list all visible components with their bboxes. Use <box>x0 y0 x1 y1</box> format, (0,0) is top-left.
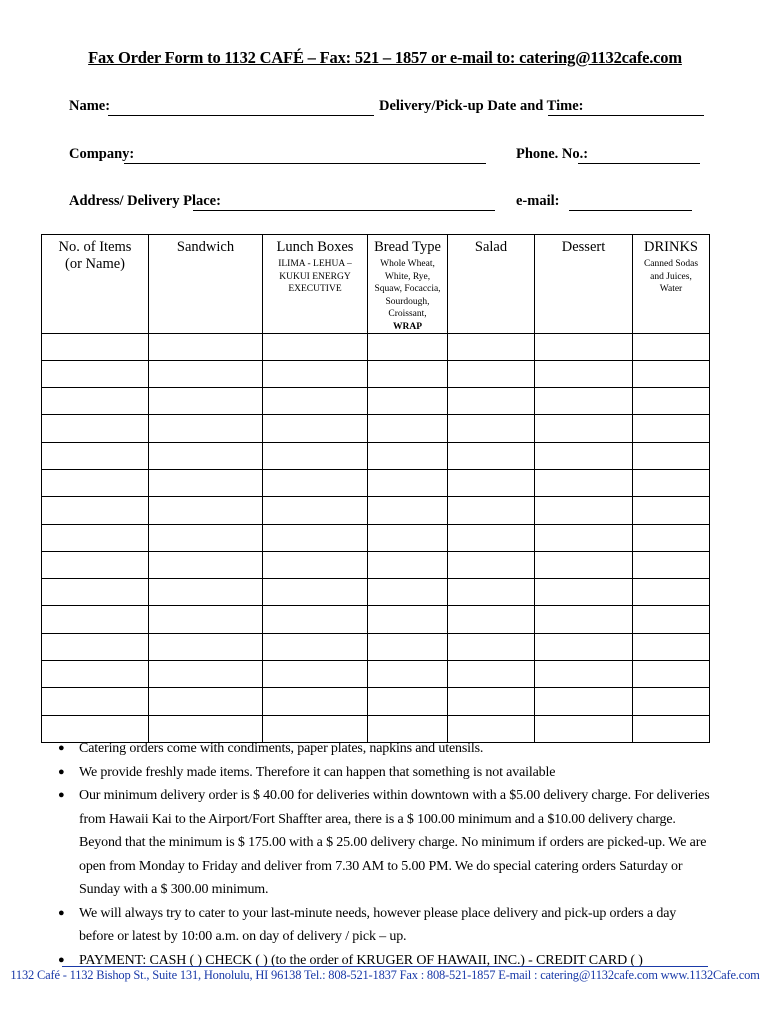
order-cell[interactable] <box>535 688 633 715</box>
col-header-bread-type: Bread Type Whole Wheat, White, Rye, Squaw, Focaccia, Sourdough, Croissant, WRAP <box>368 235 448 334</box>
footer-contact: 1132 Café - 1132 Bishop St., Suite 131, Honolulu, HI 96138 Tel.: 808-521-1837 Fax : 808-521-1857 E-mail : catering@1132cafe.com www.1132Cafe.com <box>10 968 760 982</box>
order-cell[interactable] <box>368 688 448 715</box>
table-row <box>42 579 710 606</box>
order-cell[interactable] <box>448 551 535 578</box>
order-cell[interactable] <box>263 333 368 360</box>
order-cell[interactable] <box>633 469 710 496</box>
order-cell[interactable] <box>149 360 263 387</box>
order-cell[interactable] <box>42 633 149 660</box>
order-cell[interactable] <box>535 579 633 606</box>
order-cell[interactable] <box>535 661 633 688</box>
order-cell[interactable] <box>368 388 448 415</box>
order-cell[interactable] <box>149 524 263 551</box>
order-cell[interactable] <box>149 497 263 524</box>
order-cell[interactable] <box>368 415 448 442</box>
order-cell[interactable] <box>263 442 368 469</box>
order-cell[interactable] <box>149 442 263 469</box>
order-cell[interactable] <box>263 497 368 524</box>
order-cell[interactable] <box>633 551 710 578</box>
list-item: ● Our minimum delivery order is $ 40.00 for deliveries within downtown with a $5.00 delivery charge. For deliveries from Hawaii Kai to the Airport/Fort Shaffter area, there is a $ 100.00 minimum and a $10.00 delivery charge. Beyond that the minimum is $ 175.00 with a $ 25.00 delivery charge. No minimum if orders are picked-up. We are open from Monday to Friday and deliver from 7.30 AM to 5.00 PM. We do special catering orders Saturday or Sunday with a $ 300.00 minimum. <box>50 784 712 902</box>
table-row <box>42 415 710 442</box>
company-label: Company: <box>69 146 135 162</box>
bullet-icon: ● <box>58 953 65 966</box>
order-cell[interactable] <box>263 579 368 606</box>
footer-divider <box>62 966 708 967</box>
order-cell[interactable] <box>448 333 535 360</box>
order-cell[interactable] <box>368 551 448 578</box>
order-cell[interactable] <box>42 661 149 688</box>
order-cell[interactable] <box>42 579 149 606</box>
order-cell[interactable] <box>42 551 149 578</box>
order-cell[interactable] <box>633 388 710 415</box>
order-cell[interactable] <box>368 633 448 660</box>
email-field[interactable] <box>569 210 692 211</box>
order-cell[interactable] <box>535 551 633 578</box>
order-cell[interactable] <box>149 606 263 633</box>
col-header-salad: Salad <box>448 235 535 334</box>
order-cell[interactable] <box>263 633 368 660</box>
order-cell[interactable] <box>42 469 149 496</box>
order-cell[interactable] <box>42 606 149 633</box>
table-row <box>42 360 710 387</box>
order-cell[interactable] <box>263 606 368 633</box>
table-row <box>42 661 710 688</box>
table-row <box>42 688 710 715</box>
order-cell[interactable] <box>633 524 710 551</box>
order-cell[interactable] <box>633 497 710 524</box>
table-row <box>42 442 710 469</box>
order-cell[interactable] <box>368 497 448 524</box>
order-cell[interactable] <box>448 633 535 660</box>
order-cell[interactable] <box>149 333 263 360</box>
order-cell[interactable] <box>633 688 710 715</box>
table-row <box>42 551 710 578</box>
order-cell[interactable] <box>448 688 535 715</box>
order-cell[interactable] <box>448 579 535 606</box>
order-cell[interactable] <box>368 579 448 606</box>
order-cell[interactable] <box>448 606 535 633</box>
order-cell[interactable] <box>149 688 263 715</box>
table-row <box>42 524 710 551</box>
col-header-items: No. of Items (or Name) <box>42 235 149 334</box>
order-cell[interactable] <box>368 524 448 551</box>
order-cell[interactable] <box>448 388 535 415</box>
table-header-row <box>42 235 710 334</box>
order-cell[interactable] <box>368 442 448 469</box>
table-row <box>42 497 710 524</box>
bullet-icon: ● <box>58 906 65 919</box>
order-cell[interactable] <box>633 633 710 660</box>
bullet-icon: ● <box>58 765 65 778</box>
order-cell[interactable] <box>42 688 149 715</box>
phone-field[interactable] <box>578 163 700 164</box>
order-cell[interactable] <box>149 661 263 688</box>
col-header-sandwich: Sandwich <box>149 235 263 334</box>
bullet-icon: ● <box>58 742 65 754</box>
col-header-dessert: Dessert <box>535 235 633 334</box>
order-cell[interactable] <box>633 333 710 360</box>
order-cell[interactable] <box>42 524 149 551</box>
order-cell[interactable] <box>535 442 633 469</box>
order-cell[interactable] <box>633 442 710 469</box>
order-cell[interactable] <box>368 333 448 360</box>
order-cell[interactable] <box>633 415 710 442</box>
list-item: ● We provide freshly made items. Therefore it can happen that something is not available <box>50 761 712 785</box>
table-row <box>42 469 710 496</box>
list-item: ● PAYMENT: CASH ( ) CHECK ( ) (to the order of KRUGER OF HAWAII, INC.) - CREDIT CARD ( ) <box>50 949 712 973</box>
order-cell[interactable] <box>448 442 535 469</box>
order-cell[interactable] <box>535 360 633 387</box>
order-cell[interactable] <box>263 688 368 715</box>
order-cell[interactable] <box>42 442 149 469</box>
delivery-date-field[interactable] <box>548 115 704 116</box>
order-cell[interactable] <box>368 606 448 633</box>
order-cell[interactable] <box>42 333 149 360</box>
order-cell[interactable] <box>263 524 368 551</box>
order-cell[interactable] <box>368 469 448 496</box>
order-cell[interactable] <box>263 661 368 688</box>
order-cell[interactable] <box>535 469 633 496</box>
order-cell[interactable] <box>448 524 535 551</box>
order-cell[interactable] <box>149 551 263 578</box>
order-cell[interactable] <box>448 661 535 688</box>
list-item: ● Catering orders come with condiments, paper plates, napkins and utensils. <box>50 737 712 761</box>
order-cell[interactable] <box>42 415 149 442</box>
delivery-date-label: Delivery/Pick-up Date and Time: <box>379 98 584 114</box>
order-cell[interactable] <box>448 497 535 524</box>
order-cell[interactable] <box>633 579 710 606</box>
order-cell[interactable] <box>149 388 263 415</box>
address-field[interactable] <box>193 210 495 211</box>
order-cell[interactable] <box>263 469 368 496</box>
order-cell[interactable] <box>633 360 710 387</box>
order-cell[interactable] <box>263 388 368 415</box>
order-cell[interactable] <box>633 606 710 633</box>
table-row <box>42 388 710 415</box>
order-cell[interactable] <box>448 415 535 442</box>
order-cell[interactable] <box>535 497 633 524</box>
order-cell[interactable] <box>42 497 149 524</box>
email-label: e-mail: <box>516 193 560 209</box>
list-item: ● We will always try to cater to your last-minute needs, however please place delivery and pick-up orders a day before or latest by 10:00 a.m. on day of delivery / pick – up. <box>50 902 712 949</box>
order-cell[interactable] <box>149 579 263 606</box>
order-cell[interactable] <box>263 415 368 442</box>
order-cell[interactable] <box>149 469 263 496</box>
table-row <box>42 606 710 633</box>
form-title: Fax Order Form to 1132 CAFÉ – Fax: 521 – 1857 or e-mail to: catering@1132cafe.com <box>88 48 682 67</box>
order-cell[interactable] <box>263 360 368 387</box>
col-header-drinks: DRINKS Canned Sodas and Juices, Water <box>633 235 710 334</box>
address-label: Address/ Delivery Place: <box>69 193 221 209</box>
table-row <box>42 633 710 660</box>
order-cell[interactable] <box>535 524 633 551</box>
order-cell[interactable] <box>149 415 263 442</box>
phone-label: Phone. No.: <box>516 146 589 162</box>
name-label: Name: <box>69 98 111 114</box>
order-cell[interactable] <box>633 661 710 688</box>
table-row <box>42 333 710 360</box>
order-cell[interactable] <box>448 469 535 496</box>
order-cell[interactable] <box>42 388 149 415</box>
order-cell[interactable] <box>535 606 633 633</box>
order-cell[interactable] <box>42 360 149 387</box>
order-cell[interactable] <box>368 360 448 387</box>
bullet-icon: ● <box>58 789 65 801</box>
order-table <box>41 234 710 743</box>
order-cell[interactable] <box>535 333 633 360</box>
order-cell[interactable] <box>448 360 535 387</box>
order-cell[interactable] <box>535 633 633 660</box>
name-field[interactable] <box>108 115 374 116</box>
notes-list <box>50 737 712 972</box>
order-cell[interactable] <box>535 415 633 442</box>
order-cell[interactable] <box>149 633 263 660</box>
company-field[interactable] <box>124 163 486 164</box>
order-cell[interactable] <box>368 661 448 688</box>
order-cell[interactable] <box>535 388 633 415</box>
order-cell[interactable] <box>263 551 368 578</box>
col-header-lunch-boxes: Lunch Boxes ILIMA - LEHUA – KUKUI ENERGY EXECUTIVE <box>263 235 368 334</box>
